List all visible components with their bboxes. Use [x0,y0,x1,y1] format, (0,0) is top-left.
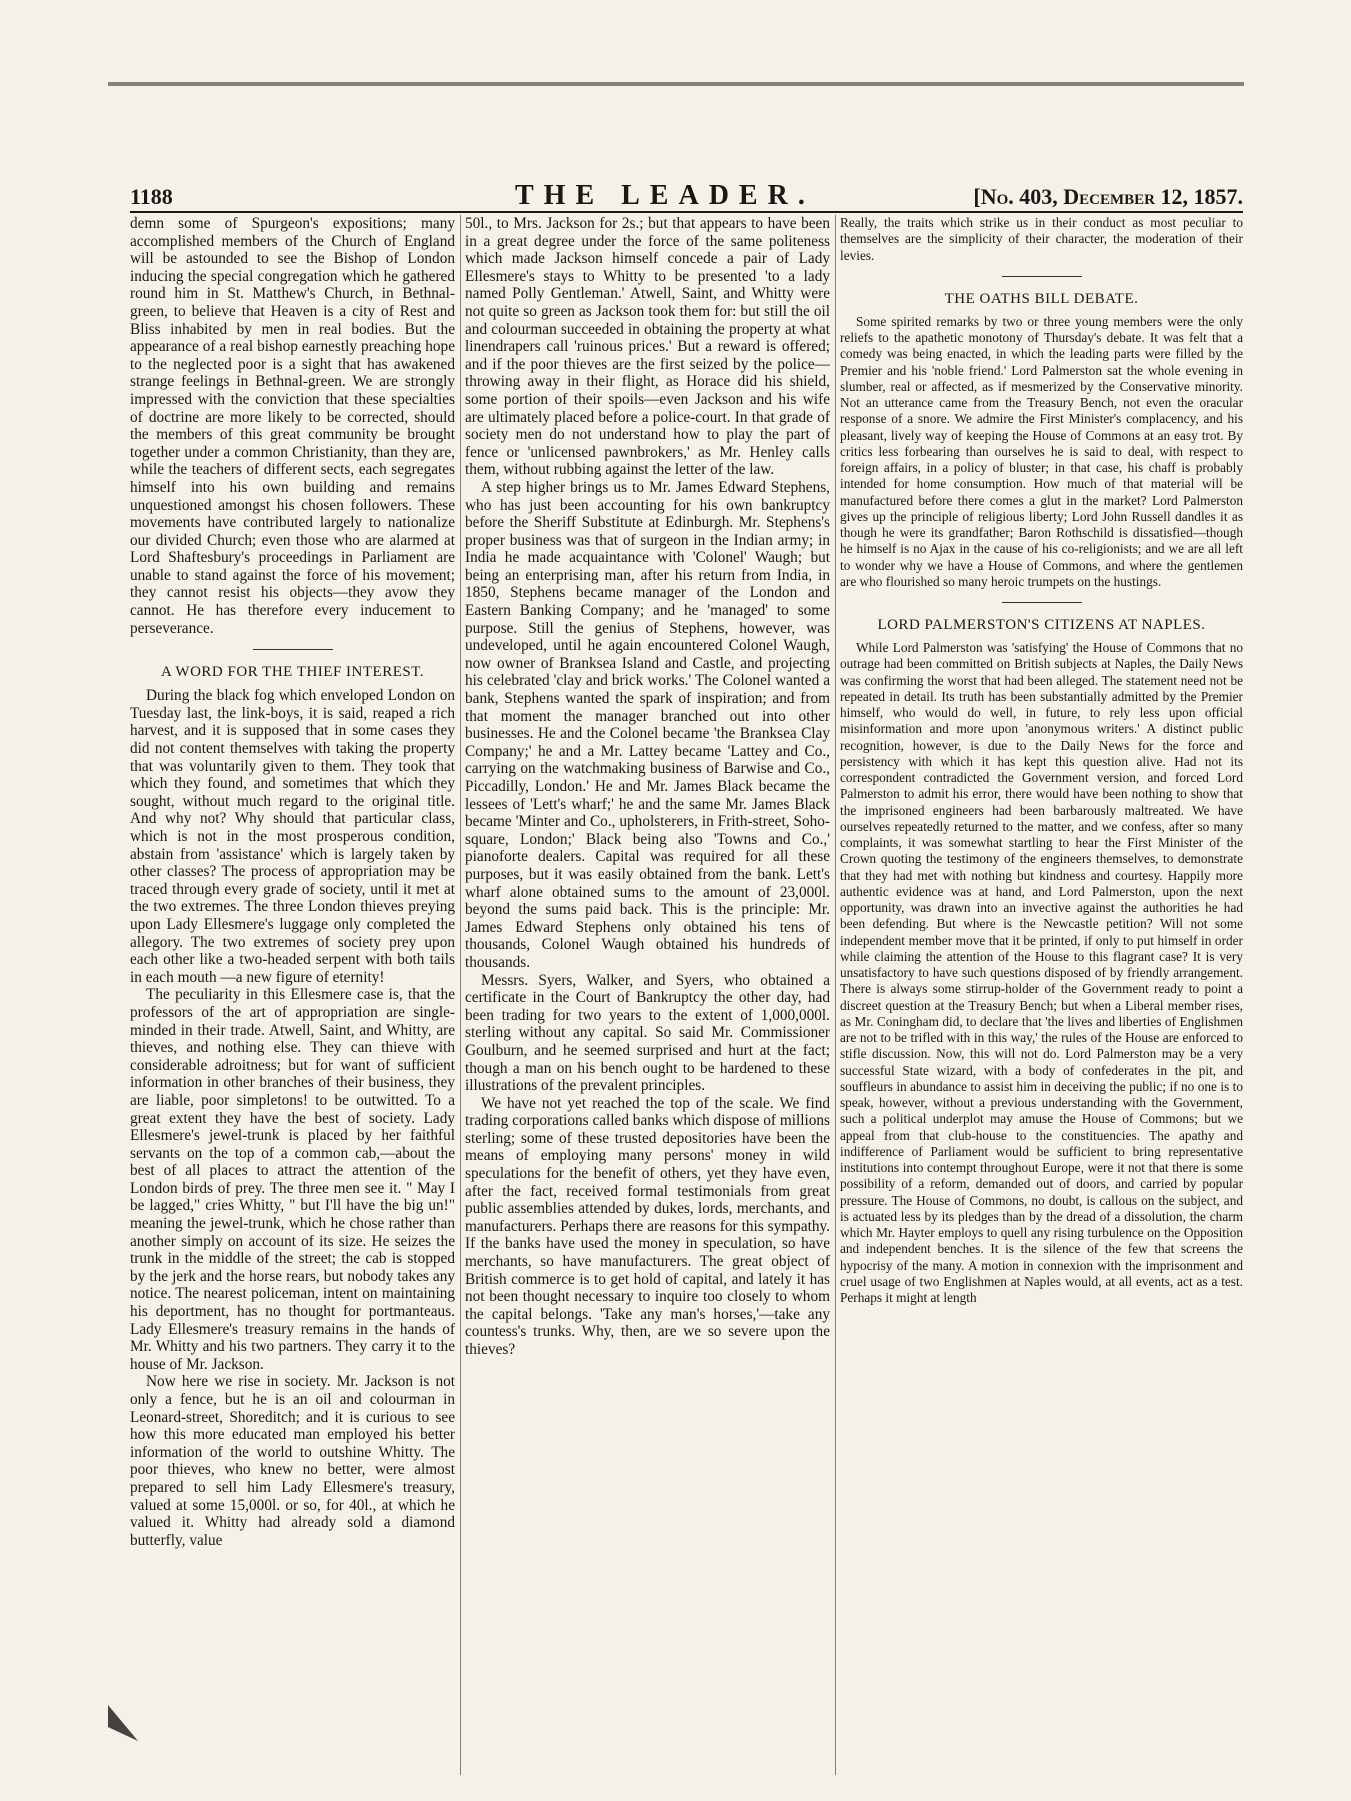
paragraph: During the black fog which enveloped London on Tuesday last, the link-boys, it is said, reaped a rich harvest, and it is supposed that in some cases they did not content themselves with taking the property that was voluntarily given to them. They took that which they found, and sometimes that which they sought, without much regard to the original title. And why not? Why should that particular class, which is not in the most prosperous condition, abstain from 'assistance' which is largely taken by other classes? The process of appropriation may be traced through every grade of society, until it met at the two extremes. The three London thieves preying upon Lady Ellesmere's luggage only completed the allegory. The two extremes of society prey upon each other like a two-headed serpent with both tails in each mouth —a new figure of eternity! [130,687,455,986]
column-2 [465,213,830,1773]
section-rule [253,649,333,650]
paragraph: We have not yet reached the top of the scale. We find trading corporations called banks which dispose of millions sterling; some of these trusted depositories have been the means of employing many persons' money in wild speculations for the benefit of others, yet they have even, after the fact, received formal testimonials from great public assemblies attended by dukes, lords, merchants, and manufacturers. Perhaps there are reasons for this sympathy. If the banks have used the money in speculation, so have merchants, so have manufacturers. The great object of British commerce is to get hold of capital, and lately it has not been thought necessary to inquire too closely to whom the capital belongs. 'Take any man's horses,'—take any countess's trunks. Why, then, are we so severe upon the thieves? [465,1094,830,1358]
column-divider [835,215,836,1775]
section-rule [1002,602,1082,603]
article-heading: A WORD FOR THE THIEF INTEREST. [160,664,425,681]
paragraph: demn some of Spurgeon's expositions; many accomplished members of the Church of England will be astounded to see the Bishop of London inducing the special congregation which he gathered round him in St. Matthew's Church, in Bethnal-green, to believe that Heaven is a city of Rest and Bliss inhabited by men in real bodies. But the appearance of a real bishop earnestly preaching hope to the neglected poor is a sight that has awakened strange feelings in Bethnal-green. We are strongly impressed with the conviction that these specialties of doctrine are more likely to be corrected, should the members of this great community be brought together under a common Christianity, than they are, while the teachers of different sects, each segregates himself into his own building and remains unquestioned amongst his chosen followers. These movements have contributed largely to nationalize our divided Church; even those who are alarmed at Lord Shaftesbury's proceedings in Parliament are unable to stand against the force of his movement; they cannot resist his objects—they avow they cannot. He has therefore every inducement to perseverance. [130,215,455,637]
paragraph: Really, the traits which strike us in their conduct as most peculiar to themselves are the simplicity of their character, the moderation of their levies. [840,215,1243,263]
column-divider [460,215,461,1775]
paragraph: The peculiarity in this Ellesmere case is, that the professors of the art of appropriation are single-minded in their trade. Atwell, Saint, and Whitty, are thieves, and nothing else. They can thieve with considerable adroitness; but for want of sufficient information in other branches of their business, they are liable, poor simpletons! to be outwitted. To a great extent they have the best of society. Lady Ellesmere's jewel-trunk is placed by her faithful servants on the top of a common cab,—about the best of all places to attract the attention of the London birds of prey. The three men see it. " May I be lagged," cries Whitty, " but I'll have the big un!" meaning the jewel-trunk, which he chose rather than another simply on account of its size. He seizes the trunk in the middle of the street; the cab is stopped by the jerk and the horse rears, but nobody takes any notice. The nearest policeman, intent on maintaining his deportment, has no thought for portmanteaus. Lady Ellesmere's treasury remains in the hands of Mr. Whitty and his two partners. They carry it to the house of Mr. Jackson. [130,986,455,1373]
article-heading: LORD PALMERSTON'S CITIZENS AT NAPLES. [877,617,1206,633]
issue-date: [No. 403, December 12, 1857. [973,184,1243,209]
paragraph: Messrs. Syers, Walker, and Syers, who obtained a certificate in the Court of Bankruptcy the other day, had been trading for two years to the extent of 1,000,000l. sterling without any capital. So said Mr. Commissioner Goulburn, and he seemed surprised and hurt at the fact; though a man on his bench ought to be hardened to these illustrations of the prevalent principles. [465,971,830,1095]
paragraph: 50l., to Mrs. Jackson for 2s.; but that appears to have been in a great degree under the force of the same politeness which made Jackson himself concede a pair of Lady Ellesmere's stays to Whitty to be presented 'to a lady named Polly Gentleman.' Atwell, Saint, and Whitty were not quite so green as Jackson took them for: but still the oil and colourman succeeded in obtaining the property at what linendrapers call 'ruinous prices.' But a reward is offered; and if the poor thieves are the first seized by the police—throwing away in their flight, as Horace did his shield, some portion of their spoils—even Jackson and his wife are ultimately placed before a police-court. In that grade of society men do not understand how to play the part of fence or 'unlicensed pawnbrokers,' as Mr. Henley calls them, without rubbing against the letter of the law. [465,215,830,479]
page-header [130,180,1243,214]
article-heading: THE OATHS BILL DEBATE. [944,290,1139,307]
column-1 [130,213,455,1773]
section-rule [1002,276,1082,277]
newspaper-title: THE LEADER. [515,180,815,211]
column-3 [840,213,1243,1773]
paragraph: A step higher brings us to Mr. James Edward Stephens, who has just been accounting for his own bankruptcy before the Sheriff Substitute at Edinburgh. Mr. Stephens's proper business was that of surgeon in the Indian army; in India he made acquaintance with 'Colonel' Waugh; but being an enterprising man, after his return from India, in 1850, Stephens became manager of the London and Eastern Banking Company; and he 'managed' to some purpose. Still the genius of Stephens, however, was undeveloped, until he again encountered Colonel Waugh, now owner of Branksea Island and Castle, and projecting his celebrated 'clay and brick works.' The Colonel wanted a bank, Stephens wanted the spark of inspiration; and from that moment the manager branched out into other businesses. He and the Colonel became 'the Branksea Clay Company;' he and a Mr. Lattey became 'Lattey and Co., carrying on the watchmaking business of Barwise and Co., Piccadilly, London.' He and Mr. James Black became the lessees of 'Lett's wharf;' he and the same Mr. James Black became 'Minter and Co., upholsterers, in Frith-street, Soho-square, London;' Black being also 'Towns and Co.,' pianoforte dealers. Capital was required for all these purposes, but it was easily obtained from the bank. Lett's wharf alone obtained sums to the amount of 23,000l. beyond the sums paid back. This is the principle: Mr. James Edward Stephens only obtained his tens of thousands, Colonel Waugh obtained his hundreds of thousands. [465,478,830,971]
paragraph: While Lord Palmerston was 'satisfying' the House of Commons that no outrage had been committed on British subjects at Naples, the Daily News was confirming the worst that had been alleged. The statement need not be repeated in detail. Its truth has been substantially admitted by the Premier himself, who would do well, in future, to rely less upon official misinformation and more upon 'anonymous writers.' A distinct public recognition, however, is due to the Daily News for the force and persistency with which it has kept this question alive. Had not its correspondent contradicted the Government version, and forced Lord Palmerston to admit his error, there would have been nothing to show that the imprisoned engineers had been barbarously maltreated. We have ourselves repeatedly returned to the matter, and we confess, after so many complaints, it was somewhat startling to hear the First Minister of the Crown quoting the testimony of the engineers themselves, to demonstrate that they had met with nothing but kindness and courtesy. Happily more authentic evidence was at hand, and Lord Palmerston, upon the next opportunity, was drawn into an invective against the authorities he had been defending. But where is the Newcastle petition? Will not some independent member move that it be printed, if only to put himself in order while claiming the attention of the House to this flagrant case? It is very unsatisfactory to have such questions disposed of by friendly arrangement. There is always some stirrup-holder of the Government ready to point a discreet question at the Treasury Bench; but when a Liberal member rises, as Mr. Coningham did, to declare that 'the lives and liberties of Englishmen are not to be trifled with in this way,' the rules of the House are enforced to stifle discussion. Now, this will not do. Lord Palmerston may be a very successful State wizard, with a body of confederates in the pit, and souffleurs in abundance to assist him in deceiving the public; if no one is to speak, however, without a previous understanding with the Government, such a political underplot may amuse the House of Commons; but we appeal from that club-house to the constituencies. The apathy and indifference of Parliament would be sufficient to bring representative institutions into contempt throughout Europe, were it not that there is some possibility of a reform, demanded out of doors, and carried by popular pressure. The House of Commons, no doubt, is callous on the subject, and is actuated less by its pledges than by the dread of a dissolution, the charm which Mr. Hayter employs to quell any rising turbulence on the Opposition and independent benches. It is the silence of the few that screens the hypocrisy of the many. A motion in connexion with the imprisonment and cruel usage of two Englishmen at Naples would, at all events, act as a test. Perhaps it might at length [840,640,1243,1305]
paragraph: Now here we rise in society. Mr. Jackson is not only a fence, but he is an oil and colourman in Leonard-street, Shoreditch; and it is curious to see how this more educated man employed his better information of the world to outshine Whitty. The poor thieves, who knew no better, were almost prepared to sell him Lady Ellesmere's treasury, valued at some 15,000l. or so, for 40l., at which he valued it. Whitty had already sold a diamond butterfly, value [130,1373,455,1549]
top-border-rule [108,82,1244,86]
paragraph: Some spirited remarks by two or three young members were the only reliefs to the apathetic monotony of Thursday's debate. It was felt that a comedy was being enacted, in which the leading parts were filled by the Premier and his 'noble friend.' Lord Palmerston sat the whole evening in slumber, real or affected, as if mesmerized by the Conservative minority. Not an utterance came from the Treasury Bench, not even the oracular response of a snore. We admire the First Minister's complacency, and his pleasant, lively way of keeping the House of Commons at an easy trot. By critics less forbearing than ourselves he is said to deal, with respect to foreign affairs, in a policy of bluster; in that case, his chaff is probably intended for home consumption. How much of that material will be manufactured before there comes a glut in the market? Lord Palmerston gives up the principle of religious liberty; Lord John Russell dandles it as though he were its grandfather; Baron Rothschild is dissatisfied—though he himself is no Ajax in the cause of his co-religionists; and we are all left to wonder why we have a House of Commons, and where the gentlemen are who flourished so many heroic trumpets on the hustings. [840,313,1243,589]
page-number: 1188 [130,184,173,209]
